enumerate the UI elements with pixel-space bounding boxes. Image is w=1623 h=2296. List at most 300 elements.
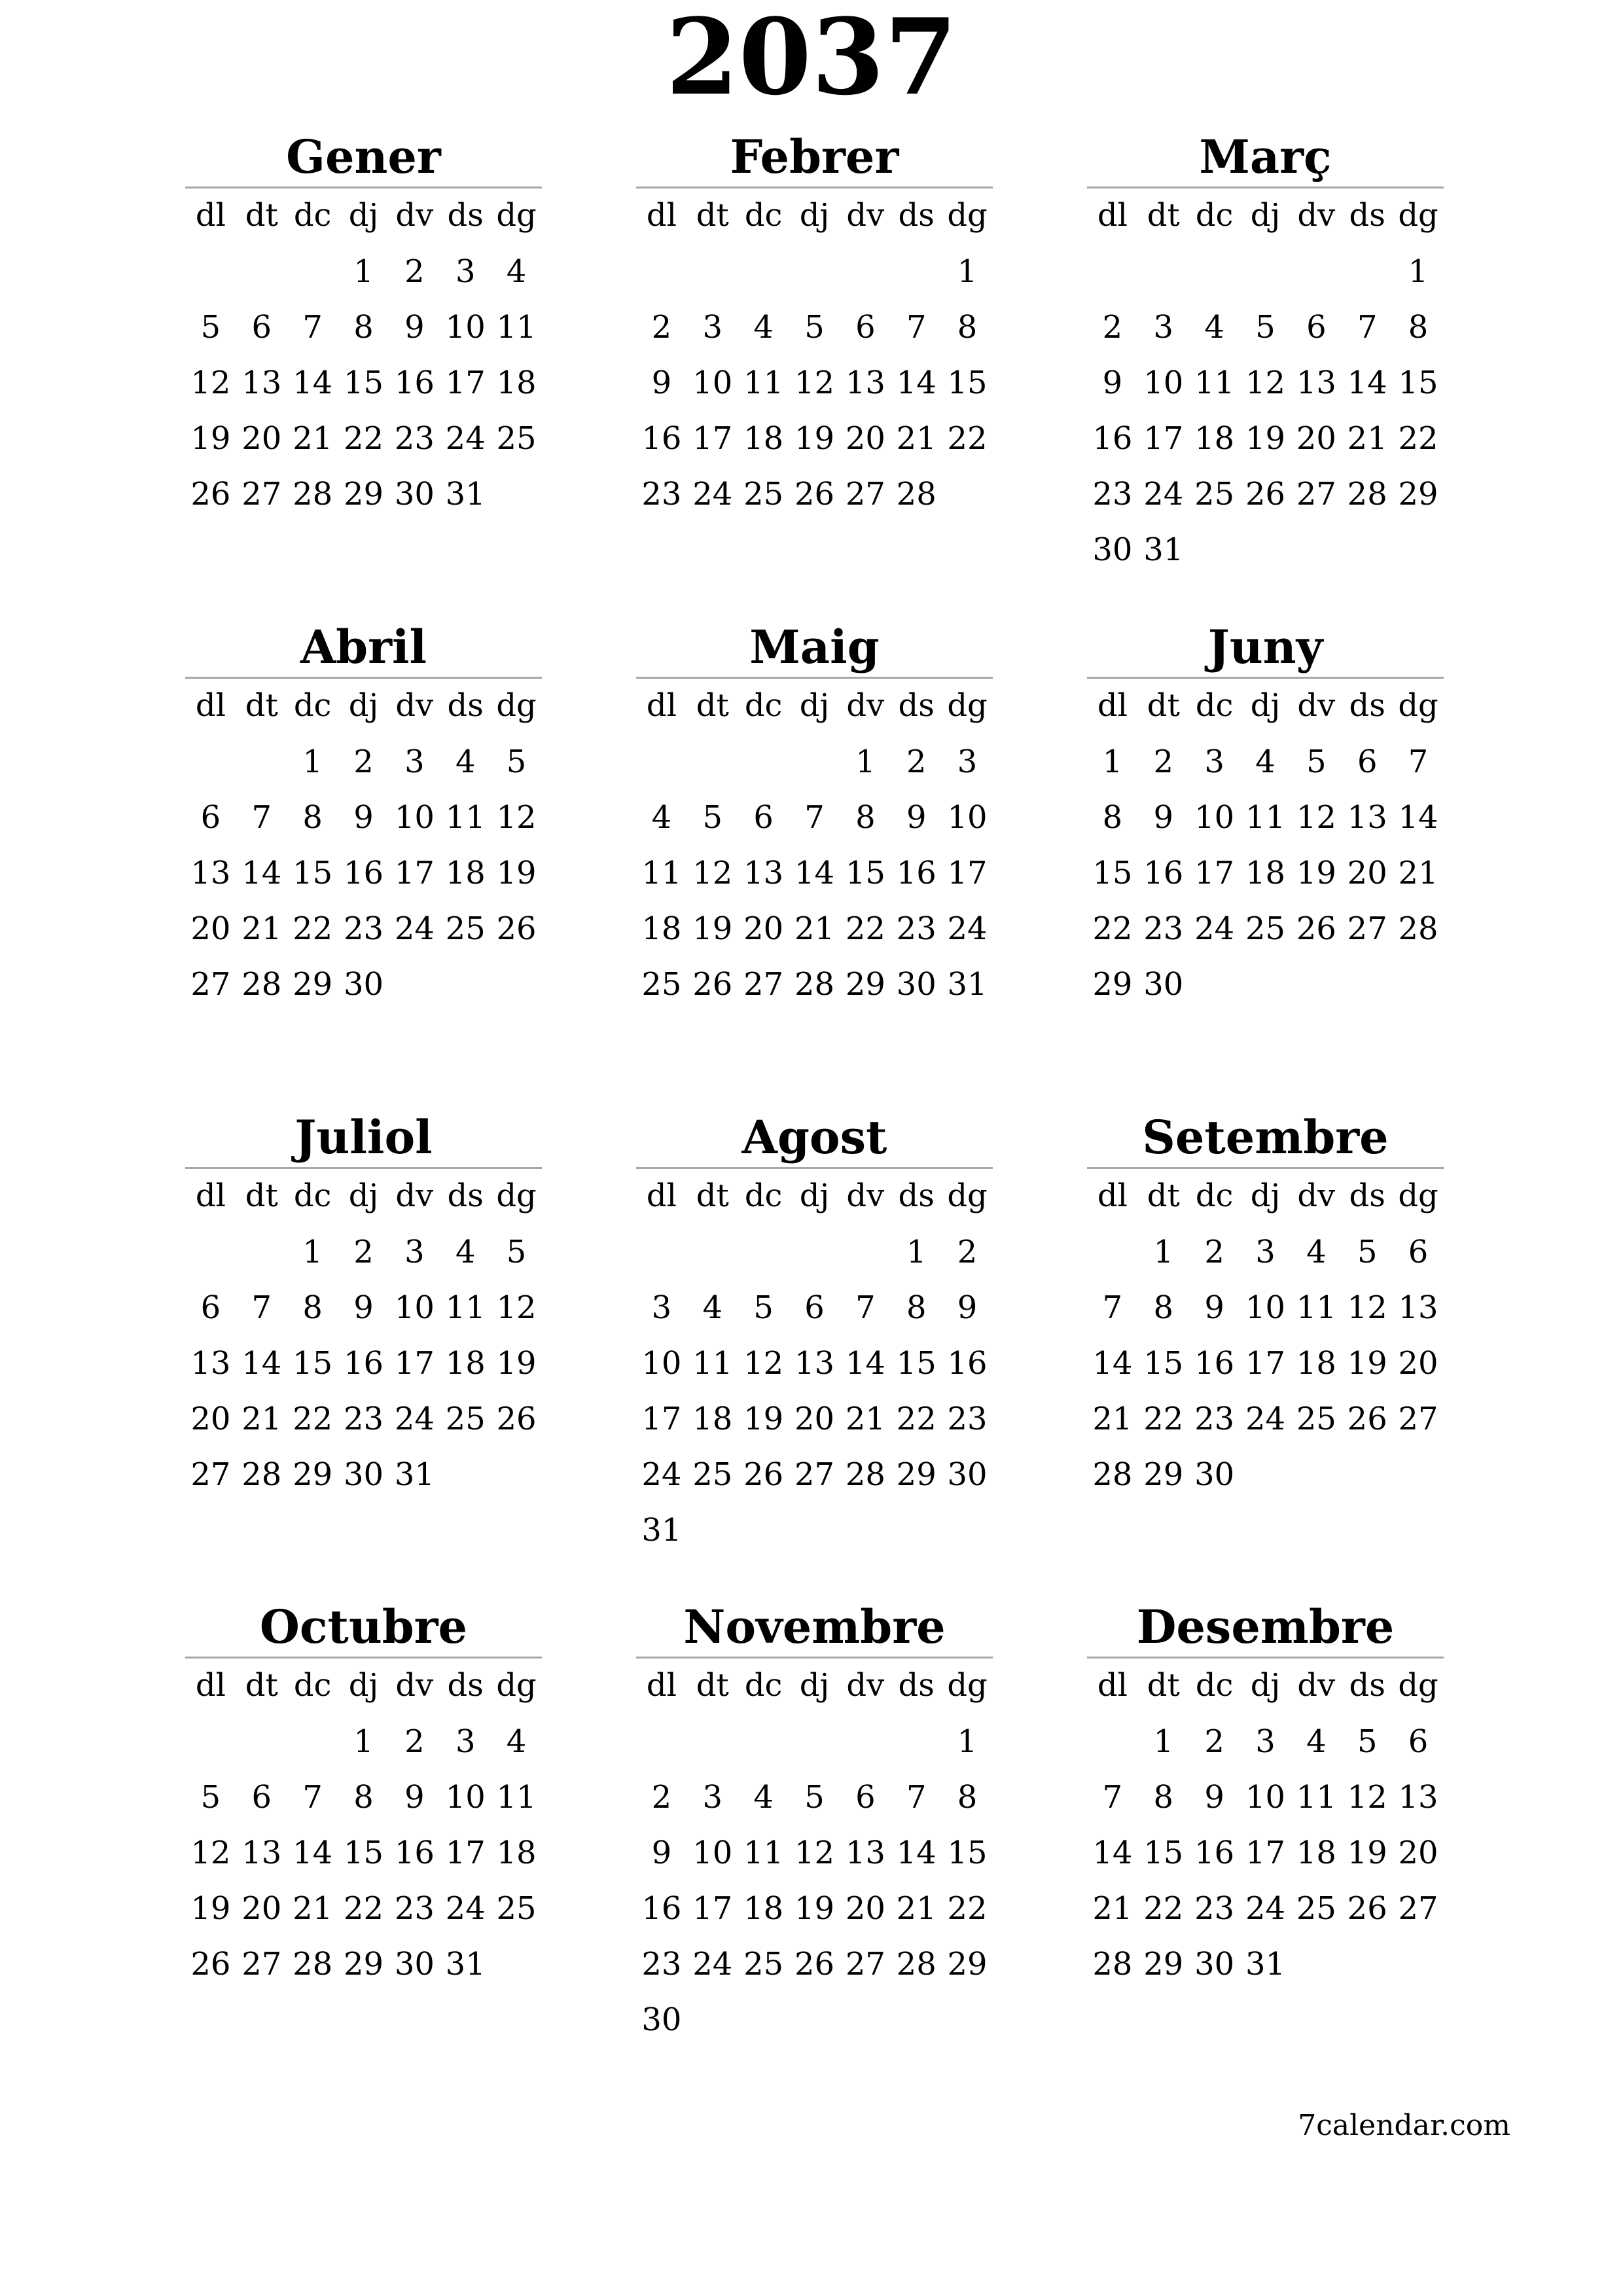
day-cell: 19 xyxy=(190,1890,231,1927)
day-cell: 16 xyxy=(641,420,682,457)
day-cell: 27 xyxy=(1347,910,1387,947)
empty-cell xyxy=(185,1225,236,1280)
day-cell: 17 xyxy=(1194,855,1235,891)
weekday-label: dj xyxy=(799,1177,830,1214)
day-cell: 14 xyxy=(1092,1835,1133,1871)
day-cell: 18 xyxy=(743,420,784,457)
day-cell: 3 xyxy=(957,744,978,780)
day-cell: 22 xyxy=(343,420,384,457)
day-cell: 27 xyxy=(845,1946,885,1982)
day-cell: 14 xyxy=(1092,1345,1133,1382)
day-cell: 23 xyxy=(1143,910,1184,947)
day-cell: 2 xyxy=(651,1779,672,1816)
day-cell: 24 xyxy=(947,910,988,947)
weekday-label: dv xyxy=(1297,1177,1336,1214)
day-cell: 3 xyxy=(702,309,723,346)
day-cell: 14 xyxy=(896,365,936,401)
day-cell: 16 xyxy=(641,1890,682,1927)
weekday-label: dj xyxy=(799,197,830,234)
weekday-label: dt xyxy=(1147,1667,1180,1704)
day-cell: 9 xyxy=(1204,1289,1224,1326)
weekday-label: dc xyxy=(293,1177,332,1214)
day-cell: 13 xyxy=(1398,1289,1438,1326)
weekday-label: dj xyxy=(799,1667,830,1704)
day-cell: 13 xyxy=(794,1345,835,1382)
weekday-label: dj xyxy=(1250,687,1281,724)
day-cell: 3 xyxy=(455,253,476,290)
day-cell: 4 xyxy=(1306,1723,1327,1760)
day-cell: 28 xyxy=(241,1456,282,1493)
day-cell: 1 xyxy=(957,253,978,290)
day-cell: 2 xyxy=(1102,309,1123,346)
month-name: Abril xyxy=(185,618,542,679)
day-cell: 22 xyxy=(293,1401,333,1437)
day-cell: 16 xyxy=(1143,855,1184,891)
day-grid xyxy=(1087,679,1444,1013)
day-cell: 24 xyxy=(445,420,486,457)
weekday-label: dv xyxy=(846,1667,885,1704)
day-cell: 17 xyxy=(1245,1345,1286,1382)
day-cell: 6 xyxy=(753,799,774,836)
day-cell: 16 xyxy=(1194,1835,1235,1871)
day-cell: 14 xyxy=(293,365,333,401)
weekday-label: dl xyxy=(1097,197,1128,234)
day-cell: 19 xyxy=(692,910,733,947)
day-cell: 22 xyxy=(1143,1890,1184,1927)
day-cell: 31 xyxy=(1245,1946,1286,1982)
day-cell: 7 xyxy=(804,799,825,836)
day-cell: 12 xyxy=(1245,365,1286,401)
month-juny xyxy=(1087,618,1444,1013)
weekday-label: dg xyxy=(496,687,537,724)
weekday-label: dc xyxy=(293,687,332,724)
day-cell: 24 xyxy=(1143,476,1184,512)
weekday-label: dj xyxy=(1250,1667,1281,1704)
day-cell: 21 xyxy=(293,1890,333,1927)
day-cell: 18 xyxy=(1296,1345,1336,1382)
day-cell: 2 xyxy=(404,253,425,290)
day-cell: 11 xyxy=(1245,799,1286,836)
empty-cell xyxy=(789,1225,840,1280)
day-cell: 23 xyxy=(394,1890,435,1927)
day-grid xyxy=(636,679,993,1013)
day-cell: 5 xyxy=(1357,1234,1378,1270)
weekday-label: dt xyxy=(1147,1177,1180,1214)
day-cell: 7 xyxy=(251,799,272,836)
day-cell: 7 xyxy=(906,309,927,346)
month-name: Octubre xyxy=(185,1598,542,1659)
day-cell: 24 xyxy=(692,476,733,512)
day-cell: 8 xyxy=(855,799,876,836)
day-cell: 28 xyxy=(896,1946,936,1982)
day-cell: 22 xyxy=(896,1401,936,1437)
day-cell: 26 xyxy=(1347,1890,1387,1927)
weekday-label: dg xyxy=(1398,1667,1438,1704)
day-cell: 7 xyxy=(251,1289,272,1326)
day-cell: 3 xyxy=(702,1779,723,1816)
day-cell: 8 xyxy=(906,1289,927,1326)
day-cell: 27 xyxy=(241,476,282,512)
day-cell: 26 xyxy=(794,476,835,512)
weekday-label: dj xyxy=(799,687,830,724)
day-cell: 6 xyxy=(1408,1234,1429,1270)
day-cell: 19 xyxy=(794,420,835,457)
month-name: Maig xyxy=(636,618,993,679)
day-cell: 3 xyxy=(1255,1723,1275,1760)
empty-cell xyxy=(738,244,789,300)
month-octubre xyxy=(185,1598,542,1992)
weekday-label: ds xyxy=(447,197,484,234)
day-cell: 27 xyxy=(1398,1401,1438,1437)
day-cell: 31 xyxy=(445,476,486,512)
day-grid xyxy=(636,188,993,522)
day-cell: 11 xyxy=(496,1779,537,1816)
weekday-label: ds xyxy=(1349,687,1385,724)
day-cell: 17 xyxy=(394,855,435,891)
empty-cell xyxy=(1342,244,1393,300)
month-maig xyxy=(636,618,993,1013)
weekday-label: dj xyxy=(1250,197,1281,234)
month-name: Gener xyxy=(185,128,542,188)
day-cell: 24 xyxy=(394,1401,435,1437)
day-cell: 30 xyxy=(1143,966,1184,1003)
day-cell: 10 xyxy=(692,1835,733,1871)
day-cell: 18 xyxy=(496,365,537,401)
day-cell: 9 xyxy=(404,1779,425,1816)
day-cell: 13 xyxy=(743,855,784,891)
weekday-label: dt xyxy=(245,197,278,234)
day-cell: 29 xyxy=(343,1946,384,1982)
day-cell: 8 xyxy=(957,1779,978,1816)
empty-cell xyxy=(236,734,287,790)
day-cell: 9 xyxy=(651,365,672,401)
weekday-label: dv xyxy=(1297,687,1336,724)
day-cell: 17 xyxy=(445,365,486,401)
day-cell: 19 xyxy=(1347,1345,1387,1382)
day-cell: 26 xyxy=(1347,1401,1387,1437)
day-cell: 5 xyxy=(1255,309,1275,346)
weekday-label: dv xyxy=(395,197,434,234)
day-cell: 20 xyxy=(845,420,885,457)
day-cell: 12 xyxy=(1296,799,1336,836)
day-cell: 8 xyxy=(302,799,323,836)
day-cell: 23 xyxy=(641,476,682,512)
day-cell: 25 xyxy=(496,1890,537,1927)
month-març xyxy=(1087,128,1444,578)
day-cell: 21 xyxy=(241,1401,282,1437)
day-cell: 15 xyxy=(293,1345,333,1382)
day-cell: 15 xyxy=(1143,1835,1184,1871)
weekday-label: ds xyxy=(1349,1177,1385,1214)
weekday-label: dv xyxy=(846,197,885,234)
day-cell: 12 xyxy=(496,799,537,836)
day-cell: 19 xyxy=(743,1401,784,1437)
day-cell: 9 xyxy=(906,799,927,836)
day-cell: 9 xyxy=(957,1289,978,1326)
day-cell: 28 xyxy=(1347,476,1387,512)
day-cell: 15 xyxy=(1143,1345,1184,1382)
day-cell: 25 xyxy=(1296,1890,1336,1927)
day-cell: 13 xyxy=(845,1835,885,1871)
day-cell: 14 xyxy=(1347,365,1387,401)
weekday-label: dc xyxy=(744,1177,783,1214)
day-cell: 18 xyxy=(692,1401,733,1437)
day-cell: 7 xyxy=(1408,744,1429,780)
day-cell: 28 xyxy=(896,476,936,512)
day-cell: 15 xyxy=(343,365,384,401)
day-cell: 13 xyxy=(190,1345,231,1382)
day-cell: 20 xyxy=(241,1890,282,1927)
day-cell: 27 xyxy=(1296,476,1336,512)
day-cell: 5 xyxy=(753,1289,774,1326)
day-cell: 11 xyxy=(1296,1289,1336,1326)
day-cell: 15 xyxy=(293,855,333,891)
weekday-label: dv xyxy=(395,1177,434,1214)
weekday-label: dv xyxy=(395,687,434,724)
day-cell: 5 xyxy=(1306,744,1327,780)
day-cell: 8 xyxy=(1102,799,1123,836)
day-cell: 1 xyxy=(1153,1723,1174,1760)
day-cell: 10 xyxy=(1245,1779,1286,1816)
day-cell: 21 xyxy=(1092,1890,1133,1927)
weekday-label: dg xyxy=(947,1177,988,1214)
day-cell: 5 xyxy=(804,309,825,346)
day-cell: 23 xyxy=(896,910,936,947)
day-cell: 26 xyxy=(794,1946,835,1982)
day-cell: 29 xyxy=(947,1946,988,1982)
day-cell: 18 xyxy=(1194,420,1235,457)
month-name: Novembre xyxy=(636,1598,993,1659)
empty-cell xyxy=(236,244,287,300)
day-cell: 22 xyxy=(1398,420,1438,457)
day-cell: 1 xyxy=(855,744,876,780)
day-cell: 29 xyxy=(293,1456,333,1493)
day-cell: 30 xyxy=(896,966,936,1003)
day-cell: 3 xyxy=(455,1723,476,1760)
empty-cell xyxy=(185,1714,236,1770)
day-cell: 10 xyxy=(1245,1289,1286,1326)
day-cell: 10 xyxy=(641,1345,682,1382)
day-cell: 25 xyxy=(641,966,682,1003)
weekday-label: dl xyxy=(195,687,226,724)
day-cell: 7 xyxy=(1102,1289,1123,1326)
day-cell: 28 xyxy=(1092,1456,1133,1493)
day-cell: 2 xyxy=(1204,1723,1224,1760)
empty-cell xyxy=(1189,244,1240,300)
day-grid xyxy=(1087,188,1444,578)
empty-cell xyxy=(840,1714,891,1770)
weekday-label: dg xyxy=(947,197,988,234)
empty-cell xyxy=(840,244,891,300)
empty-cell xyxy=(891,244,942,300)
day-cell: 10 xyxy=(1194,799,1235,836)
day-cell: 27 xyxy=(1398,1890,1438,1927)
day-cell: 30 xyxy=(1194,1456,1235,1493)
day-cell: 31 xyxy=(1143,531,1184,568)
weekday-label: dl xyxy=(195,197,226,234)
day-cell: 24 xyxy=(394,910,435,947)
month-gener xyxy=(185,128,542,522)
month-name: Juliol xyxy=(185,1108,542,1169)
month-name: Febrer xyxy=(636,128,993,188)
day-cell: 23 xyxy=(343,1401,384,1437)
day-cell: 2 xyxy=(1153,744,1174,780)
day-cell: 14 xyxy=(845,1345,885,1382)
day-cell: 15 xyxy=(845,855,885,891)
day-cell: 31 xyxy=(641,1512,682,1549)
weekday-label: dj xyxy=(1250,1177,1281,1214)
day-cell: 24 xyxy=(445,1890,486,1927)
empty-cell xyxy=(789,1714,840,1770)
weekday-label: dc xyxy=(1195,687,1234,724)
empty-cell xyxy=(236,1225,287,1280)
day-cell: 18 xyxy=(743,1890,784,1927)
day-cell: 30 xyxy=(394,476,435,512)
empty-cell xyxy=(840,1225,891,1280)
day-cell: 31 xyxy=(445,1946,486,1982)
day-cell: 4 xyxy=(1204,309,1224,346)
empty-cell xyxy=(789,734,840,790)
day-cell: 2 xyxy=(353,1234,374,1270)
day-cell: 22 xyxy=(1092,910,1133,947)
day-cell: 4 xyxy=(455,744,476,780)
day-cell: 25 xyxy=(743,1946,784,1982)
month-agost xyxy=(636,1108,993,1558)
day-cell: 5 xyxy=(506,1234,527,1270)
weekday-label: dv xyxy=(1297,1667,1336,1704)
day-cell: 9 xyxy=(1204,1779,1224,1816)
day-cell: 25 xyxy=(692,1456,733,1493)
weekday-label: dt xyxy=(696,687,729,724)
month-setembre xyxy=(1087,1108,1444,1503)
day-cell: 24 xyxy=(692,1946,733,1982)
weekday-label: dg xyxy=(1398,197,1438,234)
day-cell: 30 xyxy=(947,1456,988,1493)
day-cell: 19 xyxy=(496,855,537,891)
weekday-label: ds xyxy=(898,687,935,724)
day-cell: 8 xyxy=(353,309,374,346)
day-cell: 7 xyxy=(302,309,323,346)
day-cell: 30 xyxy=(343,1456,384,1493)
footer-site-link[interactable]: 7calendar.com xyxy=(1298,2109,1510,2142)
weekday-label: dg xyxy=(496,197,537,234)
weekday-label: ds xyxy=(447,1667,484,1704)
day-cell: 22 xyxy=(845,910,885,947)
day-cell: 8 xyxy=(353,1779,374,1816)
day-cell: 25 xyxy=(445,910,486,947)
day-cell: 12 xyxy=(1347,1779,1387,1816)
day-cell: 14 xyxy=(241,1345,282,1382)
weekday-label: dc xyxy=(744,687,783,724)
day-cell: 16 xyxy=(343,855,384,891)
day-cell: 30 xyxy=(1194,1946,1235,1982)
day-cell: 6 xyxy=(855,1779,876,1816)
day-cell: 1 xyxy=(353,253,374,290)
day-cell: 6 xyxy=(200,799,221,836)
day-cell: 25 xyxy=(1194,476,1235,512)
month-juliol xyxy=(185,1108,542,1503)
weekday-label: dc xyxy=(293,197,332,234)
day-cell: 19 xyxy=(1296,855,1336,891)
day-cell: 11 xyxy=(1296,1779,1336,1816)
day-cell: 18 xyxy=(445,855,486,891)
day-cell: 10 xyxy=(692,365,733,401)
day-cell: 20 xyxy=(794,1401,835,1437)
day-cell: 4 xyxy=(506,1723,527,1760)
day-cell: 28 xyxy=(293,476,333,512)
day-cell: 3 xyxy=(404,744,425,780)
empty-cell xyxy=(687,734,738,790)
day-cell: 20 xyxy=(1398,1345,1438,1382)
day-cell: 3 xyxy=(1204,744,1224,780)
day-cell: 21 xyxy=(293,420,333,457)
empty-cell xyxy=(636,1714,687,1770)
weekday-label: dj xyxy=(348,197,379,234)
weekday-label: dj xyxy=(348,687,379,724)
month-desembre xyxy=(1087,1598,1444,1992)
day-cell: 27 xyxy=(743,966,784,1003)
weekday-label: dv xyxy=(1297,197,1336,234)
day-cell: 28 xyxy=(1092,1946,1133,1982)
day-cell: 16 xyxy=(1194,1345,1235,1382)
day-cell: 28 xyxy=(241,966,282,1003)
day-cell: 7 xyxy=(855,1289,876,1326)
day-cell: 26 xyxy=(743,1456,784,1493)
day-cell: 27 xyxy=(241,1946,282,1982)
day-cell: 21 xyxy=(241,910,282,947)
day-cell: 8 xyxy=(302,1289,323,1326)
weekday-label: dg xyxy=(1398,1177,1438,1214)
day-cell: 25 xyxy=(496,420,537,457)
day-cell: 28 xyxy=(293,1946,333,1982)
day-cell: 21 xyxy=(896,1890,936,1927)
day-cell: 1 xyxy=(302,744,323,780)
day-cell: 23 xyxy=(1092,476,1133,512)
day-cell: 17 xyxy=(394,1345,435,1382)
day-cell: 14 xyxy=(794,855,835,891)
day-cell: 20 xyxy=(241,420,282,457)
day-cell: 17 xyxy=(947,855,988,891)
weekday-label: dt xyxy=(245,687,278,724)
weekday-label: dl xyxy=(195,1177,226,1214)
day-cell: 5 xyxy=(200,309,221,346)
day-cell: 16 xyxy=(947,1345,988,1382)
year-title: 2037 xyxy=(666,0,957,118)
day-cell: 5 xyxy=(1357,1723,1378,1760)
day-cell: 6 xyxy=(1357,744,1378,780)
day-cell: 22 xyxy=(947,1890,988,1927)
day-cell: 9 xyxy=(353,1289,374,1326)
day-cell: 8 xyxy=(957,309,978,346)
day-cell: 12 xyxy=(496,1289,537,1326)
day-cell: 2 xyxy=(651,309,672,346)
day-cell: 18 xyxy=(1296,1835,1336,1871)
day-cell: 14 xyxy=(241,855,282,891)
day-cell: 20 xyxy=(1296,420,1336,457)
weekday-label: ds xyxy=(898,1667,935,1704)
day-cell: 30 xyxy=(1092,531,1133,568)
day-cell: 20 xyxy=(190,910,231,947)
day-cell: 27 xyxy=(845,476,885,512)
day-cell: 12 xyxy=(794,1835,835,1871)
day-cell: 29 xyxy=(343,476,384,512)
day-grid xyxy=(636,1169,993,1558)
month-name: Desembre xyxy=(1087,1598,1444,1659)
empty-cell xyxy=(891,1714,942,1770)
day-cell: 12 xyxy=(692,855,733,891)
empty-cell xyxy=(687,1714,738,1770)
day-cell: 9 xyxy=(1102,365,1123,401)
